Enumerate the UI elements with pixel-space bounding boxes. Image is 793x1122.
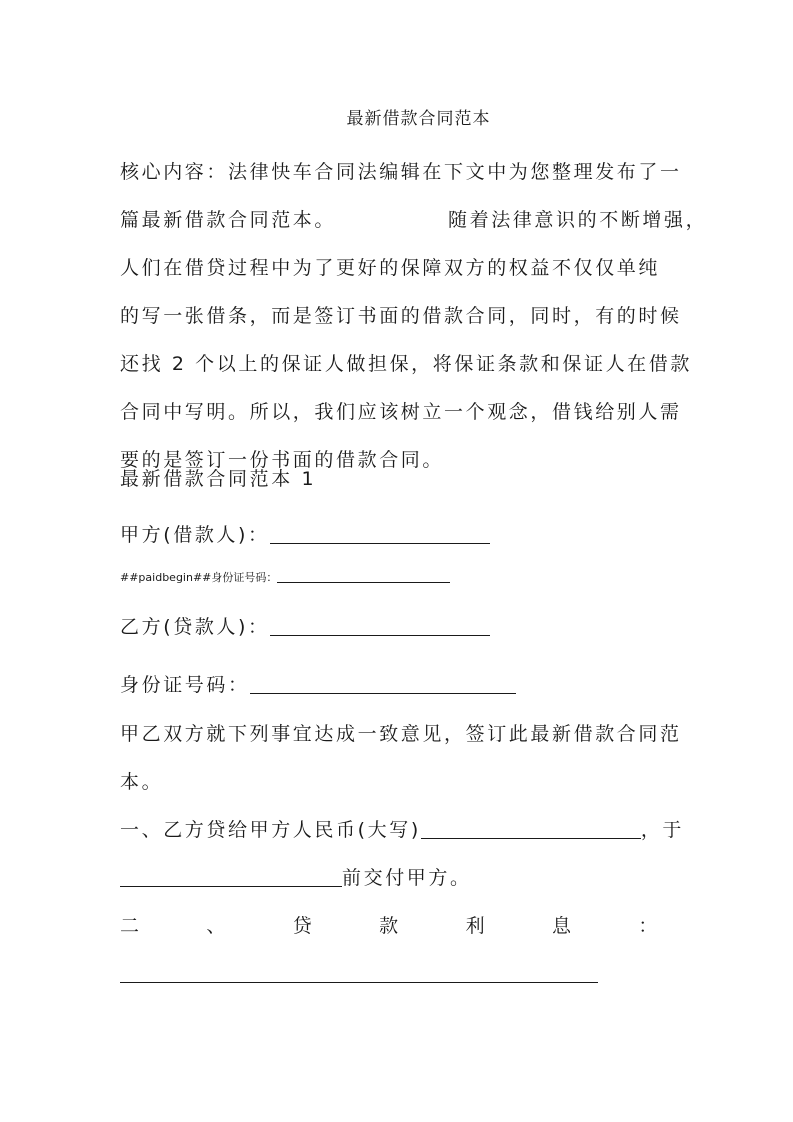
clause-2-char: 、 <box>206 915 228 937</box>
intro-line-part: 篇最新借款合同范本。 <box>120 209 337 231</box>
party-a-label: 甲方(借款人)： <box>120 524 270 546</box>
clause-2-char: 二 <box>120 915 142 937</box>
id-number-blank <box>250 671 516 694</box>
intro-line: 还找 2 个以上的保证人做担保，将保证条款和保证人在借款 <box>120 353 692 375</box>
clause-1-amount-blank <box>421 816 641 839</box>
clause-2-char: 款 <box>379 915 401 937</box>
clause-1 <box>120 806 685 902</box>
paid-marker-blank <box>277 570 450 583</box>
clause-2-interest-blank <box>120 960 598 983</box>
id-number-label: 身份证号码： <box>120 674 250 696</box>
clause-2-char: ： <box>638 915 660 937</box>
clause-1-line <box>120 806 685 854</box>
paid-marker-row <box>120 568 450 588</box>
clause-1-suffix: ，于 <box>640 819 685 841</box>
intro-line <box>120 196 708 244</box>
clause-2 <box>120 902 680 998</box>
party-b-label: 乙方(贷款人)： <box>120 616 270 638</box>
clause-2-char: 利 <box>465 915 488 937</box>
clause-1-line2-suffix: 前交付甲方。 <box>342 867 472 889</box>
clause-2-char: 贷 <box>292 915 315 937</box>
intro-paragraph <box>120 148 708 484</box>
intro-line: 合同中写明。所以，我们应该树立一个观念，借钱给别人需 <box>120 401 682 423</box>
agreement-paragraph <box>120 710 680 806</box>
document-title: 最新借款合同范本 <box>346 109 491 129</box>
intro-line: 人们在借贷过程中为了更好的保障双方的权益不仅仅单纯 <box>120 257 661 279</box>
party-b-row <box>120 603 680 651</box>
clause-2-line-2 <box>120 950 680 998</box>
party-a-line <box>120 511 680 559</box>
party-a-row <box>120 511 680 559</box>
agreement-line: 本。 <box>120 771 164 793</box>
party-b-blank <box>270 613 490 636</box>
paid-marker-label: ##paidbegin##身份证号码： <box>120 571 278 584</box>
intro-line: 要的是签订一份书面的借款合同。 <box>120 449 445 471</box>
section-heading <box>120 455 680 503</box>
id-number-line <box>120 661 680 709</box>
party-b-line <box>120 603 680 651</box>
agreement-line: 甲乙双方就下列事宜达成一致意见，签订此最新借款合同范 <box>120 723 682 745</box>
intro-line: 核心内容：法律快车合同法编辑在下文中为您整理发布了一 <box>120 161 682 183</box>
clause-2-line <box>120 902 660 950</box>
intro-line-part: 随着法律意识的不断增强， <box>448 209 708 231</box>
section-heading-text: 最新借款合同范本 1 <box>120 468 317 490</box>
clause-1-prefix: 一、乙方贷给甲方人民币(大写) <box>120 819 421 841</box>
party-a-blank <box>270 521 490 544</box>
clause-2-char: 息 <box>551 915 574 937</box>
clause-1-date-blank <box>120 864 342 887</box>
id-number-row <box>120 661 680 709</box>
intro-line: 的写一张借条，而是签订书面的借款合同，同时，有的时候 <box>120 305 682 327</box>
clause-1-line-2 <box>120 854 680 902</box>
